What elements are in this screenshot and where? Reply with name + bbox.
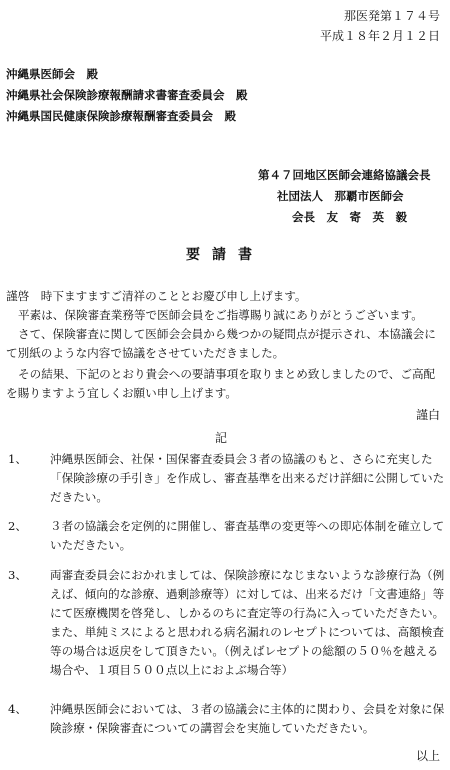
greeting-line: 謹啓 時下ますますご清祥のこととお慶び申し上げます。 (6, 289, 307, 303)
sender-title: 第４７回地区医師会連絡協議会長 (258, 168, 431, 182)
sender-name: 会長 友 寄 英 毅 (292, 210, 407, 224)
item-text: 沖縄県医師会においては、３者の協議会に主体的に関わり、会員を対象に保険診療・保険審査についての講習会を実施していただきたい。 (50, 702, 445, 735)
item-text: 両審査委員会におかれましては、保険診療になじまないような診療行為（例えば、傾向的な診療、過剰診療等）に対しては、出来るだけ「文書連絡」等にて医療機関を啓発し、しかるのちに査定等の行為に入っていただきたい。また、単純ミスによると思われる病名漏れのレセプトについては、高額検査等の場合は返戻をして頂きたい。（例えばレセプトの総額の５０％を越える場合や、１項目５００点以上におよぶ場合等） (50, 568, 445, 677)
item-number: 3、 (8, 568, 27, 582)
closing-kinpaku: 謹白 (415, 408, 440, 422)
document-date: 平成１８年２月１２日 (319, 29, 440, 43)
paragraph-3: その結果、下記のとおり貴会への要請事項を取りまとめ致しましたので、ご高配を賜りますよう宜しくお願い申し上げます。 (6, 367, 436, 400)
document-end-mark: 以上 (415, 749, 440, 763)
item-number: 4、 (8, 702, 27, 716)
paragraph-2: さて、保険審査に関して医師会会員から幾つかの疑問点が提示され、本協議会にて別紙のような内容で協議をさせていただきました。 (6, 327, 436, 360)
addressee-3: 沖縄県国民健康保険診療報酬審査委員会 殿 (6, 109, 236, 123)
document-number: 那医発第１７４号 (343, 9, 440, 23)
item-number: 2、 (8, 519, 27, 533)
sender-organization: 社団法人 那覇市医師会 (277, 189, 404, 203)
paragraph-1: 平素は、保険審査業務等で医師会員をご指導賜り誠にありがとうございます。 (18, 308, 423, 322)
addressee-1: 沖縄県医師会 殿 (6, 67, 98, 81)
item-text: 沖縄県医師会、社保・国保審査委員会３者の協議のもと、さらに充実した「保険診療の手引き」を作成し、審査基準を出来るだけ詳細に公開していただきたい。 (50, 452, 445, 504)
ki-heading: 記 (215, 431, 228, 445)
document-title: 要請書 (186, 247, 264, 263)
item-number: 1、 (8, 452, 27, 466)
addressee-2: 沖縄県社会保険診療報酬請求書審査委員会 殿 (6, 88, 248, 102)
item-text: ３者の協議会を定例的に開催し、審査基準の変更等への即応体制を確立していただきたい。 (50, 519, 445, 552)
